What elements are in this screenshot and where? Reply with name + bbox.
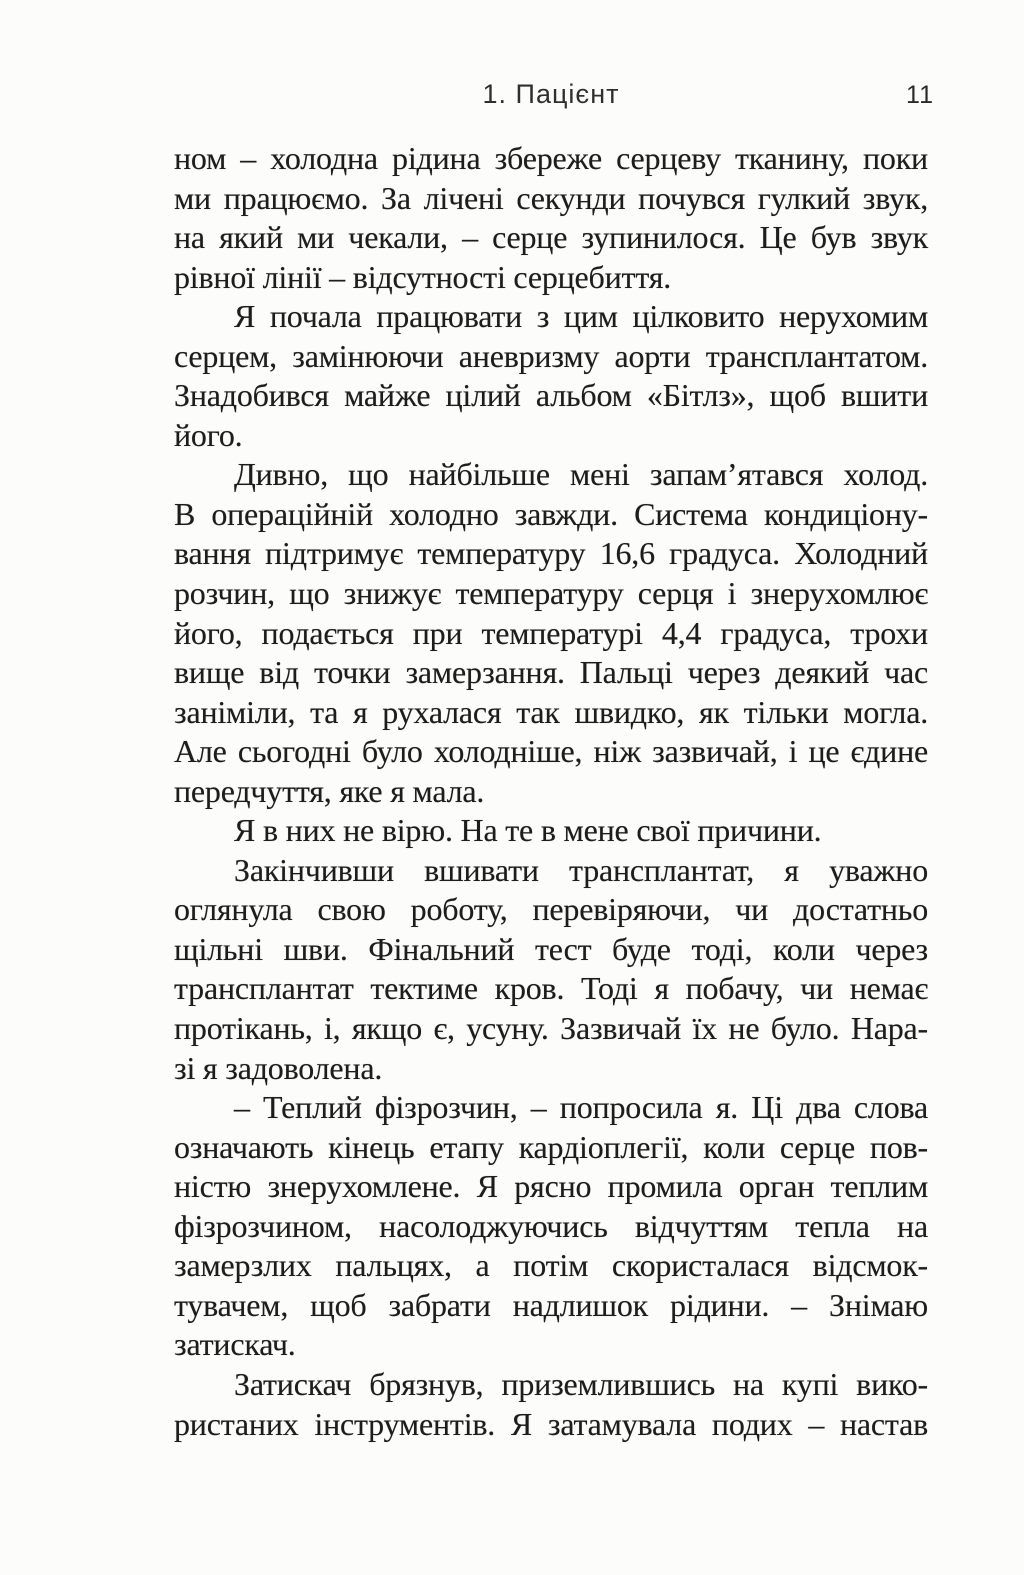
chapter-title: 1. Пацієнт	[482, 79, 620, 109]
text-line: оглянула свою роботу, перевіряючи, чи достатньо	[174, 891, 928, 928]
text-line: ном – холодна рідина збереже серцеву тканину, поки	[174, 140, 928, 176]
text-line: Але сьогодні було холодніше, ніж зазвичай, і це єдине	[174, 733, 928, 770]
text-line: вання підтримує температуру 16,6 градуса. Холодний	[174, 535, 928, 572]
text-line: протікань, і, якщо є, усуну. Зазвичай їх не було. Нара-	[174, 1010, 928, 1047]
text-line: рівної лінії – відсутності серцебиття.	[174, 258, 672, 295]
text-line: його, подається при температурі 4,4 градуса, трохи	[174, 614, 928, 651]
text-line: Дивно, що найбільше мені запам’ятався холод.	[234, 456, 928, 493]
text-line: затискач.	[174, 1326, 296, 1363]
text-line: Затискач брязнув, приземлившись на купі вико-	[234, 1365, 928, 1402]
text-line: зі я задоволена.	[174, 1049, 383, 1086]
text-line: – Теплий фізрозчин, – попросила я. Ці два слова	[234, 1089, 928, 1126]
text-line: означають кінець етапу кардіоплегії, коли серце пов-	[174, 1128, 928, 1165]
text-line: тувачем, щоб забрати надлишок рідини. – Знімаю	[174, 1286, 928, 1323]
text-line: Закінчивши вшивати трансплантат, я уважно	[234, 851, 928, 888]
text-line: серцем, замінюючи аневризму аорти трансплантатом.	[174, 337, 928, 374]
text-line: замерзлих пальцях, а потім скористалася відсмок-	[174, 1247, 928, 1284]
text-line: ристаних інструментів. Я затамувала подих – настав	[174, 1405, 928, 1442]
text-line: Я в них не вірю. На те в мене свої причини.	[234, 812, 822, 849]
text-line: розчин, що знижує температуру серця і знерухомлює	[174, 575, 928, 612]
text-line: передчуття, яке я мала.	[174, 772, 485, 809]
text-line: Знадобився майже цілий альбом «Бітлз», щоб вшити	[174, 377, 928, 414]
body-text	[174, 139, 928, 1444]
text-line: ми працюємо. За лічені секунди почувся гулкий звук,	[174, 179, 928, 216]
text-line: трансплантат тектиме кров. Тоді я побачу, чи немає	[174, 970, 928, 1007]
text-line: на який ми чекали, – серце зупинилося. Це був звук	[174, 219, 928, 256]
text-line: фізрозчином, насолоджуючись відчуттям тепла на	[174, 1207, 928, 1244]
text-line: вище від точки замерзання. Пальці через деякий час	[174, 654, 928, 691]
text-line: заніміли, та я рухалася так швидко, як тільки могла.	[174, 693, 928, 730]
text-line: його.	[174, 416, 243, 453]
text-line: В операційній холодно завжди. Система кондиціону-	[174, 495, 928, 532]
text-line: Я почала працювати з цим цілковито нерухомим	[234, 298, 928, 335]
text-line: ністю знерухомлене. Я рясно промила орган теплим	[174, 1168, 928, 1205]
page-number: 11	[906, 81, 934, 109]
page-header	[174, 79, 934, 113]
text-line: щільні шви. Фінальний тест буде тоді, коли через	[174, 930, 928, 967]
